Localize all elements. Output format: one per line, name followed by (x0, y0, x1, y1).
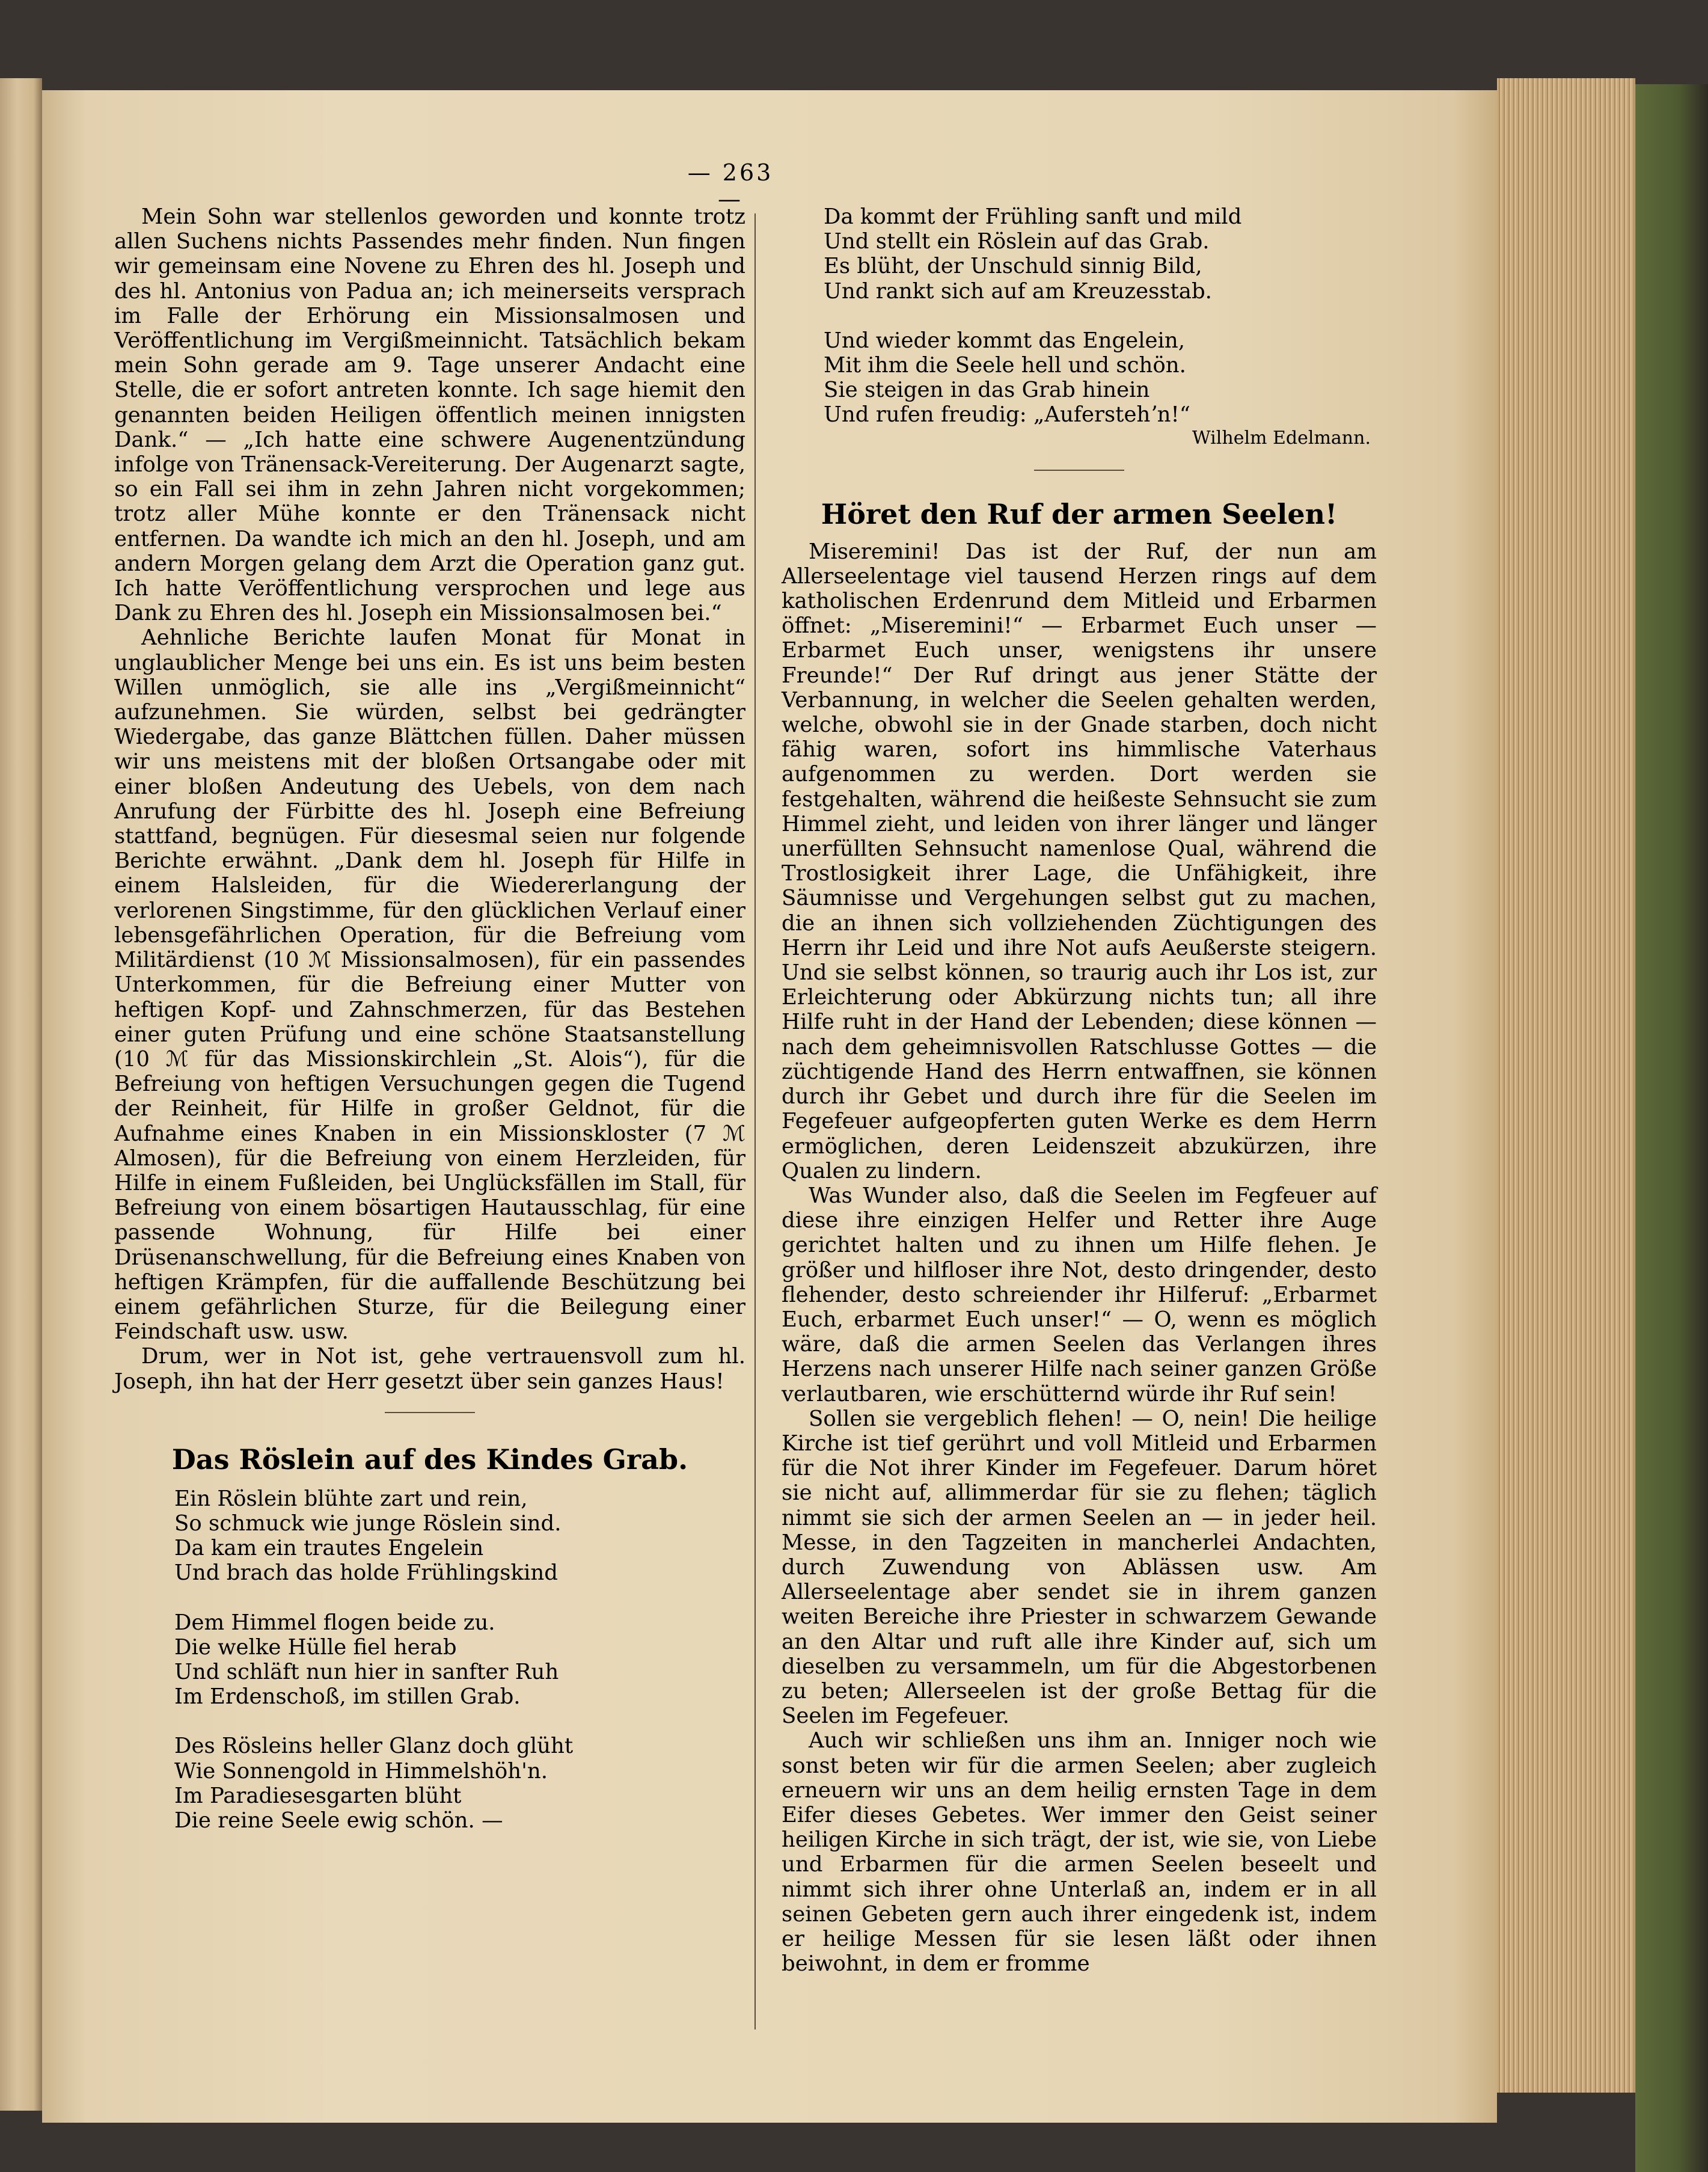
poem-line: Und stellt ein Röslein auf das Grab. (824, 229, 1210, 254)
right-paragraph-2: Was Wunder also, daß die Seelen im Fegfeuer auf diese ihre einzigen Helfer und Retter ihre Auge gerichtet halten und zu ihnen um Hilfe flehen. Je größer und hilfloser ihre Not, desto dringender, desto flehender, desto schreiender ihr Hilferuf: „Erbarmet Euch, erbarmet Euch unser!“ — O, wenn es möglich wäre, daß die armen Seelen das Verlangen ihres Herzens nach unserer Hilfe nach seiner ganzen Größe verlautbaren, wie erschütternd würde ihr Ruf sein! (782, 1183, 1377, 1407)
article-title: Höret den Ruf der armen Seelen! (821, 497, 1338, 530)
poem-line: Ein Röslein blühte zart und rein, (174, 1486, 528, 1511)
poem-line: Mit ihm die Seele hell und schön. (824, 353, 1186, 378)
poem-line: Sie steigen in das Grab hinein (824, 378, 1150, 403)
poem-line: Und rufen freudig: „Auferstehʼn!“ (824, 402, 1190, 428)
poem-line: Dem Himmel flogen beide zu. (174, 1610, 495, 1635)
left-page-edge (0, 78, 42, 2111)
page-number: — 263 — (687, 159, 774, 212)
poem-line: Die welke Hülle fiel herab (174, 1634, 457, 1660)
column-divider (755, 213, 756, 2029)
poem-line: Im Paradiesesgarten blüht (174, 1783, 462, 1808)
poem-line: Und brach das holde Frühlingskind (174, 1560, 558, 1586)
right-paragraph-3: Sollen sie vergeblich flehen! — O, nein! Die heilige Kirche ist tief gerührt und voll Mitleid und Erbarmen für die Not ihrer Kinder im Fegefeuer. Darum höret sie nicht auf, allimmerdar für sie zu flehen; täglich nimmt sie sich der armen Seelen an — in jeder heil. Messe, in den Tagzeiten in mancherlei Andachten, durch Zuwendung von Ablässen usw. Am Allerseelentage aber sendet sie in ihrem ganzen weiten Bereiche ihre Priester in schwarzem Gewande an den Altar und ruft alle ihre Kinder auf, sich um dieselben zu versammeln, um für die Abgestorbenen zu beten; Allerseelen ist der große Bettag für die Seelen im Fegefeuer. (782, 1406, 1377, 1729)
left-column (114, 204, 745, 1858)
poem-line: Da kommt der Frühling sanft und mild (824, 204, 1242, 229)
poem-line: Wie Sonnengold in Himmelshöh'n. (174, 1758, 548, 1784)
poem-line: Im Erdenschoß, im stillen Grab. (174, 1684, 521, 1710)
poem-left (114, 1486, 745, 1833)
poem-stanza (824, 204, 1377, 304)
poem-line: Und wieder kommt das Engelein, (824, 328, 1186, 353)
poem-title: Das Röslein auf des Kindes Grab. (171, 1443, 688, 1476)
poem-line: Des Rösleins heller Glanz doch glüht (174, 1734, 574, 1759)
poem-line: Und schläft nun hier in sanfter Ruh (174, 1659, 559, 1684)
poem-author: Wilhelm Edelmann. (1192, 427, 1371, 449)
left-paragraph-1: Mein Sohn war stellenlos geworden und konnte trotz allen Suchens nichts Passendes mehr finden. Nun fingen wir gemeinsam eine Novene zu Ehren des hl. Joseph und des hl. Antonius von Padua an; ich meinerseits versprach im Falle der Erhörung ein Missionsalmosen und Veröffentlichung im Vergißmeinnicht. Tatsächlich bekam mein Sohn gerade am 9. Tage unserer Andacht eine Stelle, die er sofort antreten konnte. Ich sage hiemit den genannten beiden Heiligen öffentlich meinen innigsten Dank.“ — „Ich hatte eine schwere Augenentzündung infolge von Tränensack-Vereiterung. Der Augenarzt sagte, so ein Fall sei ihm in zehn Jahren nicht vorgekommen; trotz aller Mühe konnte er den Tränensack nicht entfernen. Da wandte ich mich an den hl. Joseph, und am andern Morgen gelang dem Arzt die Operation ganz gut. Ich hatte Veröffentlichung versprochen und lege aus Dank zu Ehren des hl. Joseph ein Missionsalmosen bei.“ (114, 204, 745, 626)
poem-line: Da kam ein trautes Engelein (174, 1536, 484, 1561)
poem-line: Die reine Seele ewig schön. — (174, 1808, 503, 1833)
poem-line: Es blüht, der Unschuld sinnig Bild, (824, 254, 1202, 279)
right-paragraph-1: Miseremini! Das ist der Ruf, der nun am Allerseelentage viel tausend Herzen rings auf dem katholischen Erdenrund dem Mitleid und Erbarmen öffnet: „Miseremini!“ — Erbarmet Euch unser — Erbarmet Euch unser, wenigstens ihr unsere Freunde!“ Der Ruf dringt aus jener Stätte der Verbannung, in welcher die Seelen gehalten werden, welche, obwohl sie in der Gnade starben, doch nicht fähig waren, sofort ins himmlische Vaterhaus aufgenommen zu werden. Dort werden sie festgehalten, während die heißeste Sehnsucht sie zum Himmel zieht, und leiden von ihrer länger und länger unerfüllten Sehnsucht namenlose Qual, während die Trostlosigkeit ihrer Lage, die Unfähigkeit, ihre Säumnisse und Vergehungen selbst gut zu machen, die an ihnen sich vollziehenden Züchtigungen des Herrn ihr Leid und ihre Not aufs Aeußerste steigern. Und sie selbst können, so traurig auch ihr Los ist, zur Erleichterung oder Abkürzung nichts tun; all ihre Hilfe ruht in der Hand der Lebenden; diese können — nach dem geheimnisvollen Ratschlusse Gottes — die züchtigende Hand des Herrn entwaffnen, sie können durch ihr Gebet und durch ihre für die Seelen im Fegefeuer aufgeopferten guten Werke es dem Herrn ermöglichen, deren Leidenszeit abzukürzen, ihre Qualen zu lindern. (782, 539, 1377, 1183)
poem-stanza (174, 1734, 745, 1833)
page-edges (1497, 78, 1635, 2093)
right-column (782, 204, 1377, 1976)
left-paragraph-3: Drum, wer in Not ist, gehe vertrauensvoll zum hl. Joseph, ihn hat der Herr gesetzt über sein ganzes Haus! (114, 1344, 745, 1394)
right-paragraph-4: Auch wir schließen uns ihm an. Inniger noch wie sonst beten wir für die armen Seelen; aber zugleich erneuern wir uns an dem heilig ernsten Tage in dem Eifer dieses Gebetes. Wer immer den Geist seiner heiligen Kirche in sich trägt, der ist, wie sie, von Liebe und Erbarmen für die armen Seelen beseelt und nimmt sich ihrer ohne Unterlaß an, indem er in all seinen Gebeten gern auch ihrer eingedenk ist, indem er heilige Messen für sie lesen läßt oder ihnen beiwohnt, in dem er fromme (782, 1728, 1377, 1977)
poem-stanza (174, 1486, 745, 1586)
book-cover (1635, 84, 1708, 2172)
left-paragraph-2: Aehnliche Berichte laufen Monat für Monat in unglaublicher Menge bei uns ein. Es ist uns beim besten Willen unmöglich, sie alle ins „Vergißmeinnicht“ aufzunehmen. Sie würden, selbst bei gedrängter Wiedergabe, das ganze Blättchen füllen. Daher müssen wir uns meistens mit der bloßen Ortsangabe oder mit einer bloßen Andeutung des Uebels, von dem nach Anrufung der Fürbitte des hl. Joseph eine Befreiung stattfand, begnügen. Für diesesmal seien nur folgende Berichte erwähnt. „Dank dem hl. Joseph für Hilfe in einem Halsleiden, für die Wiedererlangung der verlorenen Singstimme, für den glücklichen Verlauf einer lebensgefährlichen Operation, für die Befreiung vom Militärdienst (10 ℳ Missionsalmosen), für ein passendes Unterkommen, für die Befreiung einer Mutter von heftigen Kopf- und Zahnschmerzen, für das Bestehen einer guten Prüfung und eine schöne Staatsanstellung (10 ℳ für das Missionskirchlein „St. Alois“), für die Befreiung von heftigen Versuchungen gegen die Tugend der Reinheit, für Hilfe in großer Geldnot, für die Aufnahme eines Knaben in ein Missionskloster (7 ℳ Almosen), für die Befreiung von einem Herzleiden, für Hilfe in einem Fußleiden, bei Unglücksfällen im Stall, für Befreiung von einem bösartigen Hautausschlag, für eine passende Wohnung, für Hilfe bei einer Drüsenanschwellung, für die Befreiung eines Knaben von heftigen Krämpfen, für die auffallende Beschützung bei einem gefährlichen Sturze, für die Beilegung einer Feindschaft usw. usw. (114, 625, 745, 1345)
poem-right (782, 204, 1377, 428)
poem-stanza (824, 328, 1377, 428)
poem-line: So schmuck wie junge Röslein sind. (174, 1511, 562, 1536)
poem-line: Und rankt sich auf am Kreuzesstab. (824, 278, 1212, 304)
poem-stanza (174, 1610, 745, 1710)
